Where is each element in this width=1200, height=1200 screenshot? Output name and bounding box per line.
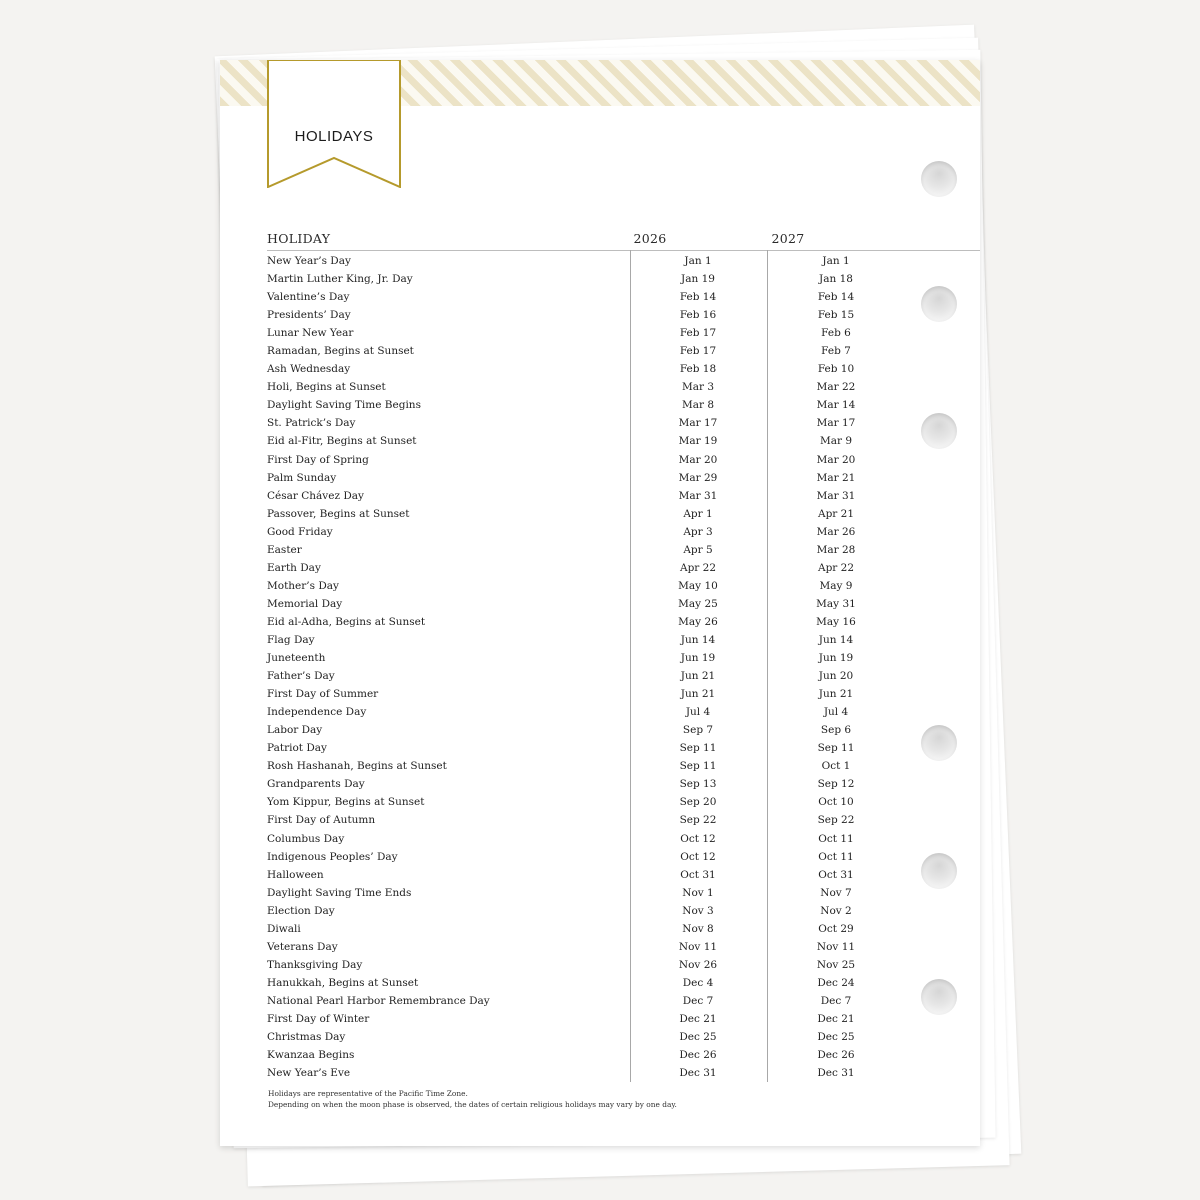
date-year-2: Mar 14: [816, 399, 856, 412]
date-year-1: Jun 19: [680, 652, 716, 665]
date-year-2: Dec 25: [817, 1031, 855, 1044]
date-year-2: Nov 7: [820, 886, 852, 899]
holiday-name: Christmas Day: [267, 1031, 346, 1044]
table-row: [267, 703, 907, 721]
date-year-1: Sep 11: [679, 742, 717, 755]
date-year-1: Apr 1: [683, 507, 713, 520]
holiday-name: Grandparents Day: [267, 778, 365, 791]
date-year-2: Mar 26: [816, 525, 856, 538]
date-year-2: Apr 22: [817, 561, 855, 574]
holiday-name: Ramadan, Begins at Sunset: [267, 345, 414, 358]
date-year-1: Feb 17: [679, 345, 717, 358]
date-year-2: May 9: [819, 579, 853, 592]
punch-hole: [921, 725, 957, 761]
holiday-name: Diwali: [267, 922, 301, 935]
holiday-name: Juneteenth: [267, 652, 326, 665]
date-year-1: Dec 25: [679, 1031, 717, 1044]
date-year-2: Oct 31: [818, 868, 854, 881]
date-year-2: Oct 1: [821, 760, 851, 773]
date-year-2: Nov 2: [820, 904, 852, 917]
date-year-2: May 16: [816, 615, 856, 628]
date-year-1: Nov 1: [682, 886, 714, 899]
date-year-2: Dec 21: [817, 1012, 855, 1025]
holiday-name: Father’s Day: [267, 670, 335, 683]
holiday-name: Indigenous Peoples’ Day: [267, 850, 398, 863]
date-year-1: Nov 8: [682, 922, 714, 935]
date-year-1: Dec 4: [682, 976, 714, 989]
holiday-name: Easter: [267, 543, 302, 556]
holiday-name: New Year’s Eve: [267, 1067, 351, 1080]
date-year-2: Feb 10: [817, 363, 855, 376]
table-row: [267, 848, 907, 866]
punch-hole: [921, 161, 957, 197]
holiday-name: Ash Wednesday: [267, 363, 351, 376]
table-row: [267, 252, 907, 270]
date-year-1: Apr 3: [683, 525, 713, 538]
holiday-name: Independence Day: [267, 706, 367, 719]
table-row: [267, 884, 907, 902]
table-row: [267, 992, 907, 1010]
holiday-name: Passover, Begins at Sunset: [267, 507, 410, 520]
date-year-2: Dec 24: [817, 976, 855, 989]
date-year-2: Jan 1: [822, 255, 850, 267]
date-year-1: Feb 14: [679, 291, 717, 304]
table-row: [267, 613, 907, 631]
holiday-name: Election Day: [267, 904, 335, 917]
punch-hole: [921, 853, 957, 889]
date-year-2: Apr 21: [817, 507, 855, 520]
date-year-1: Sep 7: [682, 724, 714, 737]
table-row: [267, 1046, 907, 1064]
table-row: [267, 1064, 907, 1082]
table-row: [267, 775, 907, 793]
date-year-1: Nov 11: [678, 940, 718, 953]
table-row: [267, 523, 907, 541]
table-row: [267, 541, 907, 559]
date-year-2: Jan 18: [819, 273, 853, 286]
footnote: Depending on when the moon phase is observed, the dates of certain religious holidays may vary by one day.: [268, 1100, 677, 1109]
table-row: [267, 469, 907, 487]
date-year-1: Dec 7: [682, 994, 714, 1007]
date-year-1: Nov 3: [682, 904, 714, 917]
holiday-name: Eid al-Adha, Begins at Sunset: [267, 615, 426, 628]
holiday-name: Valentine’s Day: [267, 291, 350, 304]
date-year-1: Mar 8: [681, 399, 715, 412]
table-row: [267, 739, 907, 757]
table-row: [267, 866, 907, 884]
table-row: [267, 505, 907, 523]
holiday-name: Good Friday: [267, 525, 333, 538]
holiday-name: Columbus Day: [267, 832, 345, 845]
page-title: HOLIDAYS: [294, 128, 374, 145]
table-row: [267, 649, 907, 667]
holiday-name: First Day of Autumn: [267, 814, 376, 827]
table-row: [267, 1028, 907, 1046]
table-row: [267, 721, 907, 739]
table-row: [267, 974, 907, 992]
table-row: [267, 360, 907, 378]
holiday-name: Patriot Day: [267, 742, 327, 755]
date-year-1: May 25: [678, 597, 718, 610]
date-year-2: Mar 21: [816, 471, 856, 484]
table-row: [267, 378, 907, 396]
table-row: [267, 288, 907, 306]
table-row: [267, 631, 907, 649]
date-year-2: Mar 31: [816, 489, 856, 502]
planner-page: [220, 60, 980, 1146]
date-year-1: Mar 3: [681, 381, 715, 394]
punch-hole: [921, 413, 957, 449]
date-year-2: Feb 6: [821, 327, 851, 340]
punch-hole: [921, 979, 957, 1015]
date-year-2: Jun 20: [818, 670, 854, 683]
table-row: [267, 559, 907, 577]
date-year-1: Mar 20: [678, 453, 718, 466]
table-row: [267, 270, 907, 288]
date-year-2: Jun 14: [818, 633, 854, 646]
date-year-2: Mar 17: [816, 417, 856, 430]
date-year-1: Sep 11: [679, 760, 717, 773]
date-year-1: Mar 29: [678, 471, 718, 484]
holiday-name: Palm Sunday: [267, 471, 337, 484]
table-row: [267, 793, 907, 811]
table-row: [267, 667, 907, 685]
table-row: [267, 685, 907, 703]
holiday-name: First Day of Summer: [267, 688, 379, 701]
date-year-2: Mar 22: [816, 381, 856, 394]
holiday-name: Holi, Begins at Sunset: [267, 381, 386, 394]
holiday-name: Rosh Hashanah, Begins at Sunset: [267, 760, 447, 773]
date-year-2: Jun 19: [818, 652, 854, 665]
holiday-name: New Year’s Day: [267, 255, 351, 267]
holiday-name: First Day of Spring: [267, 453, 369, 466]
table-row: [267, 306, 907, 324]
date-year-1: Nov 26: [678, 958, 718, 971]
date-year-2: Oct 29: [818, 922, 854, 935]
date-year-1: Sep 13: [679, 778, 717, 791]
table-row: [267, 577, 907, 595]
table-row: [267, 920, 907, 938]
holiday-name: Yom Kippur, Begins at Sunset: [267, 796, 425, 809]
date-year-2: Dec 26: [817, 1049, 855, 1062]
date-year-1: Jun 21: [680, 670, 716, 683]
date-year-1: Apr 5: [683, 543, 713, 556]
date-year-2: Feb 14: [817, 291, 855, 304]
date-year-2: Feb 15: [817, 309, 855, 322]
table-row: [267, 451, 907, 469]
holiday-name: National Pearl Harbor Remembrance Day: [267, 994, 490, 1007]
date-year-1: Jan 1: [684, 255, 712, 267]
date-year-1: Jul 4: [685, 706, 711, 719]
table-row: [267, 938, 907, 956]
holiday-name: Martin Luther King, Jr. Day: [267, 273, 413, 286]
table-row: [267, 811, 907, 829]
date-year-2: Mar 28: [816, 543, 856, 556]
date-year-1: Dec 26: [679, 1049, 717, 1062]
date-year-1: May 10: [678, 579, 718, 592]
holiday-name: Mother’s Day: [267, 579, 339, 592]
date-year-1: Dec 21: [679, 1012, 717, 1025]
holiday-name: Hanukkah, Begins at Sunset: [267, 976, 419, 989]
date-year-2: Nov 25: [816, 958, 856, 971]
table-row: [267, 956, 907, 974]
holiday-name: Daylight Saving Time Begins: [267, 399, 421, 412]
date-year-2: Oct 11: [818, 832, 854, 845]
date-year-2: Jun 21: [818, 688, 854, 701]
column-header-holiday: HOLIDAY: [267, 231, 331, 246]
date-year-2: Sep 6: [820, 724, 852, 737]
date-year-1: Mar 31: [678, 489, 718, 502]
date-year-1: Apr 22: [679, 561, 717, 574]
table-row: [267, 902, 907, 920]
holiday-name: Halloween: [267, 868, 324, 881]
table-row: [267, 487, 907, 505]
date-year-1: Jun 14: [680, 633, 716, 646]
date-year-2: Jul 4: [823, 706, 849, 719]
holiday-name: Daylight Saving Time Ends: [267, 886, 412, 899]
date-year-1: Feb 18: [679, 363, 717, 376]
date-year-1: Feb 16: [679, 309, 717, 322]
table-row: [267, 595, 907, 613]
date-year-1: Jun 21: [680, 688, 716, 701]
date-year-1: Jan 19: [681, 273, 715, 286]
table-row: [267, 830, 907, 848]
footnote: Holidays are representative of the Pacific Time Zone.: [268, 1089, 468, 1098]
date-year-1: Mar 19: [678, 435, 718, 448]
date-year-1: Sep 22: [679, 814, 717, 827]
table-row: [267, 324, 907, 342]
date-year-2: Dec 31: [817, 1067, 855, 1080]
column-header-year-2: 2027: [771, 231, 805, 246]
date-year-2: Sep 12: [817, 778, 855, 791]
date-year-2: Sep 22: [817, 814, 855, 827]
title-ribbon: [267, 60, 401, 188]
date-year-1: Oct 12: [680, 850, 716, 863]
holiday-name: Thanksgiving Day: [267, 958, 363, 971]
date-year-1: Oct 12: [680, 832, 716, 845]
holiday-name: St. Patrick’s Day: [267, 417, 356, 430]
table-row: [267, 757, 907, 775]
date-year-1: Mar 17: [678, 417, 718, 430]
holiday-name: Earth Day: [267, 561, 321, 574]
holiday-name: Memorial Day: [267, 597, 343, 610]
date-year-2: May 31: [816, 597, 856, 610]
holiday-name: Eid al-Fitr, Begins at Sunset: [267, 435, 417, 448]
table-row: [267, 1010, 907, 1028]
holiday-name: Flag Day: [267, 633, 315, 646]
holiday-name: First Day of Winter: [267, 1012, 370, 1025]
date-year-2: Oct 10: [818, 796, 854, 809]
header-divider: [267, 250, 980, 251]
date-year-1: May 26: [678, 615, 718, 628]
date-year-2: Feb 7: [821, 345, 851, 358]
table-row: [267, 342, 907, 360]
date-year-1: Sep 20: [679, 796, 717, 809]
date-year-2: Sep 11: [817, 742, 855, 755]
holiday-name: Lunar New Year: [267, 327, 354, 340]
table-row: [267, 432, 907, 450]
date-year-2: Dec 7: [820, 994, 852, 1007]
holiday-name: Kwanzaa Begins: [267, 1049, 355, 1062]
table-row: [267, 414, 907, 432]
date-year-2: Nov 11: [816, 940, 856, 953]
date-year-1: Feb 17: [679, 327, 717, 340]
date-year-1: Oct 31: [680, 868, 716, 881]
holiday-name: Presidents’ Day: [267, 309, 351, 322]
date-year-1: Dec 31: [679, 1067, 717, 1080]
table-row: [267, 396, 907, 414]
date-year-2: Mar 20: [816, 453, 856, 466]
column-header-year-1: 2026: [633, 231, 667, 246]
date-year-2: Oct 11: [818, 850, 854, 863]
holiday-table: [267, 252, 907, 1082]
holiday-name: Labor Day: [267, 724, 323, 737]
holiday-name: César Chávez Day: [267, 489, 364, 502]
date-year-2: Mar 9: [819, 435, 853, 448]
punch-hole: [921, 286, 957, 322]
holiday-name: Veterans Day: [267, 940, 338, 953]
